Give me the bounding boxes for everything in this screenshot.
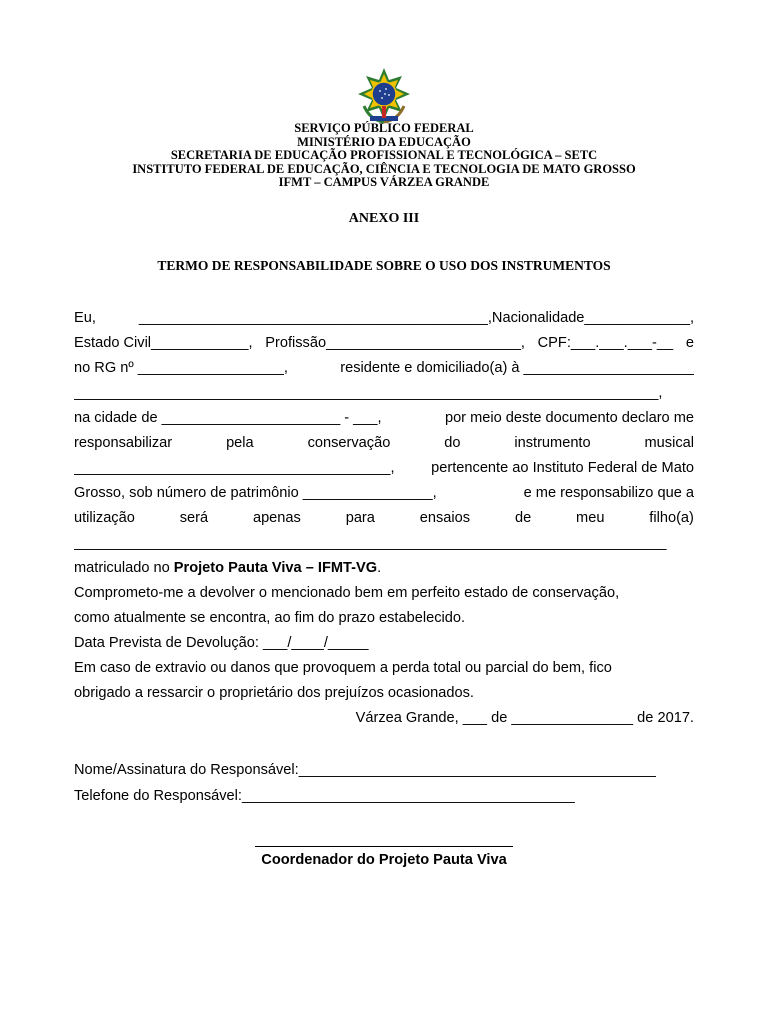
- body-line: como atualmente se encontra, ao fim do prazo estabelecido.: [74, 610, 466, 626]
- body-line: [74, 458, 694, 478]
- coordinator-signature-label: Coordenador do Projeto Pauta Viva: [261, 852, 507, 868]
- name-nationality-fill[interactable]: ___________________________________________,Nacionalidade_____________,: [138, 310, 694, 326]
- child-name-fill[interactable]: _________________________________________________________________________: [74, 535, 667, 551]
- body-line: [74, 558, 694, 578]
- patrimony-number-fill[interactable]: Grosso, sob número de patrimônio ________________,: [74, 485, 437, 501]
- word: pela: [226, 435, 254, 451]
- brazil-coat-of-arms-icon: [356, 66, 412, 124]
- word: responsabilizar: [74, 435, 173, 451]
- header-line: SECRETARIA DE EDUCAÇÃO PROFISSIONAL E TECNOLÓGICA – SETC: [170, 148, 598, 163]
- word: do: [444, 435, 461, 451]
- place-date-fill[interactable]: Várzea Grande, ___ de _______________ de 2017.: [355, 710, 694, 726]
- body-line: obrigado a ressarcir o proprietário dos prejuízos ocasionados.: [74, 685, 474, 701]
- profession-fill[interactable]: Profissão________________________,: [265, 335, 525, 351]
- body-line: [74, 408, 694, 428]
- header-line: INSTITUTO FEDERAL DE EDUCAÇÃO, CIÊNCIA E TECNOLOGIA DE MATO GROSSO: [132, 161, 636, 176]
- term-title: TERMO DE RESPONSABILIDADE SOBRE O USO DOS INSTRUMENTOS: [157, 258, 611, 273]
- body-line: Comprometo-me a devolver o mencionado bem em perfeito estado de conservação,: [74, 585, 620, 601]
- text: por meio deste documento declaro me: [444, 410, 694, 426]
- body-line: [74, 433, 694, 453]
- word: filho(a): [649, 510, 694, 526]
- body-line: [74, 358, 694, 378]
- word: instrumento: [514, 435, 591, 451]
- body-line: Em caso de extravio ou danos que provoquem a perda total ou parcial do bem, fico: [74, 660, 612, 676]
- word: ensaios: [419, 510, 471, 526]
- text: pertencente ao Instituto Federal de Mato: [431, 460, 694, 476]
- text: e: [685, 335, 694, 351]
- body-line: [74, 483, 694, 503]
- word: de: [514, 510, 532, 526]
- text: e me responsabilizo que a: [523, 485, 694, 501]
- word: utilização: [74, 510, 135, 526]
- institution-header: [0, 122, 768, 190]
- header-line: IFMT – CAMPUS VÁRZEA GRANDE: [278, 175, 490, 190]
- address-fill[interactable]: residente e domiciliado(a) à _____________________: [340, 360, 694, 376]
- marital-status-fill[interactable]: Estado Civil____________,: [74, 335, 253, 351]
- word: meu: [576, 510, 605, 526]
- text: .: [377, 560, 382, 576]
- body-line: [74, 508, 694, 528]
- body-line: [74, 308, 694, 328]
- word: apenas: [252, 510, 301, 526]
- text: Eu,: [74, 310, 96, 326]
- word: conservação: [307, 435, 391, 451]
- cpf-fill[interactable]: CPF:___.___.___-__: [537, 335, 674, 351]
- word: será: [179, 510, 209, 526]
- coordinator-signature-line[interactable]: [255, 846, 513, 847]
- header-line: SERVIÇO PÚBLICO FEDERAL: [294, 121, 474, 135]
- responsible-signature-fill[interactable]: Nome/Assinatura do Responsável:____________________________________________: [74, 762, 656, 778]
- word: musical: [644, 435, 694, 451]
- project-name: Projeto Pauta Viva – IFMT-VG: [173, 560, 378, 576]
- word: para: [345, 510, 375, 526]
- instrument-fill[interactable]: _______________________________________,: [74, 460, 395, 476]
- body-line: [74, 333, 694, 353]
- annex-title: ANEXO III: [348, 211, 420, 226]
- return-date-fill[interactable]: Data Prevista de Devolução: ___/____/_____: [74, 635, 369, 651]
- rg-fill[interactable]: no RG nº __________________,: [74, 360, 288, 376]
- responsible-phone-fill[interactable]: Telefone do Responsável:_________________________________________: [74, 788, 575, 804]
- address-continuation-fill[interactable]: ________________________________________________________________________,: [74, 385, 663, 401]
- city-fill[interactable]: na cidade de ______________________ - ___,: [74, 410, 382, 426]
- header-line: MINISTÉRIO DA EDUCAÇÃO: [297, 134, 471, 149]
- text: matriculado no: [74, 560, 174, 576]
